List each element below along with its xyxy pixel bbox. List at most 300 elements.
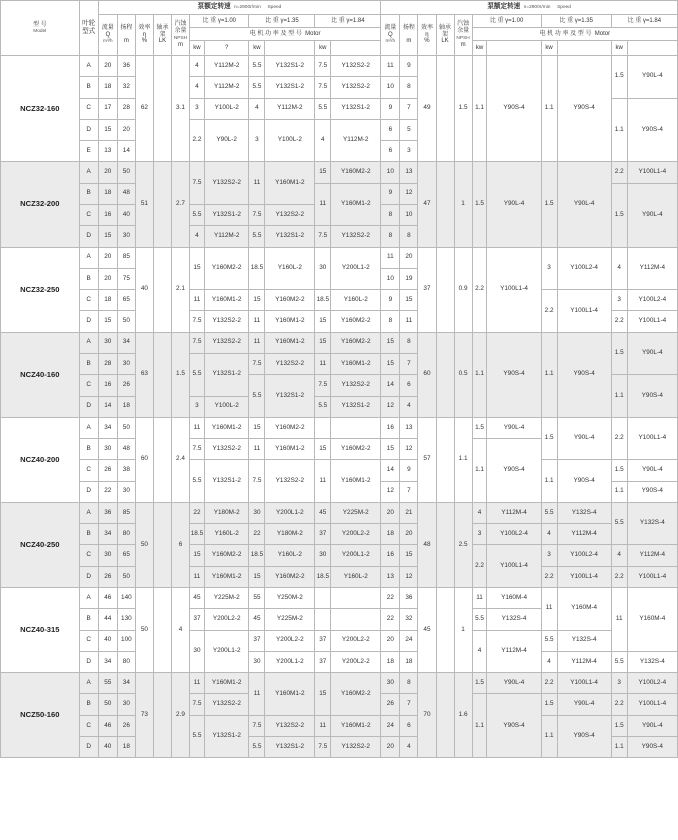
flow-value: 20 <box>98 56 117 77</box>
flow-value: 15 <box>381 353 400 374</box>
bearing-value <box>436 673 454 758</box>
motor-kw: 1.5 <box>611 332 627 375</box>
impeller-type: A <box>79 417 98 438</box>
motor-model: Y132S2-2 <box>265 204 315 225</box>
npsh-header-right: 汽蚀余量 NPSH m <box>454 15 472 56</box>
motor-kw: 1.1 <box>541 332 557 417</box>
bearing-value <box>436 588 454 673</box>
head-value: 85 <box>117 247 135 268</box>
model-cell: NCZ32-200 <box>1 162 80 247</box>
flow-value: 20 <box>98 268 117 289</box>
motor-model: Y160M-4 <box>557 588 611 631</box>
motor-model: Y112M-4 <box>627 247 677 290</box>
flow-value: 28 <box>98 353 117 374</box>
motor-model: Y100L1-4 <box>557 290 611 333</box>
bearing-value <box>436 502 454 587</box>
head-value: 65 <box>117 545 135 566</box>
motor-model: Y132S-4 <box>627 651 677 672</box>
motor-kw: 7.5 <box>315 375 331 396</box>
motor-model: Y132S2-2 <box>204 162 249 205</box>
table-row <box>1 524 678 545</box>
table-row <box>1 630 678 651</box>
flow-value: 16 <box>98 375 117 396</box>
motor-model: Y100L1-4 <box>557 566 611 587</box>
motor-model: Y225M-2 <box>204 588 249 609</box>
npsh-value: 1.5 <box>454 56 472 162</box>
motor-kw: 15 <box>190 247 205 290</box>
model-sub-header <box>487 41 541 56</box>
motor-model: Y200L1-2 <box>265 502 315 523</box>
motor-model <box>331 417 381 438</box>
motor-model: Y90S-4 <box>627 375 677 418</box>
motor-kw: 3 <box>611 290 627 311</box>
motor-model: Y112M-2 <box>331 119 381 162</box>
motor-header-right: 电 机 功 率 及 型 号 Motor <box>472 28 677 41</box>
head-value: 4 <box>400 737 418 758</box>
motor-model: Y132S2-2 <box>331 226 381 247</box>
motor-model: Y132S-4 <box>627 502 677 545</box>
efficiency-value: 50 <box>135 588 153 673</box>
motor-kw: 18.5 <box>315 566 331 587</box>
head-value: 15 <box>400 290 418 311</box>
motor-kw: 1.1 <box>611 481 627 502</box>
flow-value: 15 <box>98 311 117 332</box>
model-sub-header <box>627 41 677 56</box>
motor-kw: 4 <box>611 247 627 290</box>
motor-kw: 3 <box>472 524 487 545</box>
motor-kw: 15 <box>190 545 205 566</box>
motor-kw: 7.5 <box>190 162 205 205</box>
motor-model: Y132S1-2 <box>204 204 249 225</box>
head-value: 80 <box>117 524 135 545</box>
motor-kw: 11 <box>249 332 265 353</box>
motor-model: Y90S-4 <box>557 56 611 162</box>
head-value: 48 <box>117 183 135 204</box>
head-value: 50 <box>117 311 135 332</box>
npsh-header-left: 汽蚀余量 NPSH m <box>171 15 189 56</box>
motor-model: Y100L2-4 <box>627 290 677 311</box>
motor-model: Y132S-4 <box>487 609 541 630</box>
motor-kw: 22 <box>249 524 265 545</box>
head-value: 10 <box>400 204 418 225</box>
motor-kw: 1.1 <box>611 737 627 758</box>
motor-model: Y200L1-2 <box>204 630 249 673</box>
head-value: 38 <box>117 460 135 481</box>
motor-model: Y160M2-2 <box>331 162 381 183</box>
model-sub-header <box>265 41 315 56</box>
motor-kw: 2.2 <box>611 694 627 715</box>
flow-header-left: 流量 Q m³/h <box>98 15 117 56</box>
impeller-type: B <box>79 524 98 545</box>
impeller-type: B <box>79 439 98 460</box>
motor-model: Y100L1-4 <box>627 417 677 460</box>
motor-model: Y132S1-2 <box>265 56 315 77</box>
table-row <box>1 162 678 183</box>
motor-model: Y100L1-4 <box>627 311 677 332</box>
flow-value: 22 <box>98 481 117 502</box>
efficiency-value: 50 <box>135 502 153 587</box>
motor-model: Y160M2-2 <box>331 673 381 716</box>
motor-model: Y90L-4 <box>487 162 541 247</box>
impeller-type: A <box>79 247 98 268</box>
head-value: 7 <box>400 694 418 715</box>
kw-header: kw <box>249 41 265 56</box>
motor-model: Y90L-4 <box>627 183 677 247</box>
motor-kw: 18.5 <box>249 247 265 290</box>
impeller-type: C <box>79 545 98 566</box>
motor-model: Y132S2-2 <box>265 715 315 736</box>
flow-value: 18 <box>98 77 117 98</box>
impeller-type: B <box>79 77 98 98</box>
impeller-type: E <box>79 141 98 162</box>
motor-kw: 15 <box>249 566 265 587</box>
head-value: 26 <box>117 375 135 396</box>
motor-kw: 11 <box>249 439 265 460</box>
motor-model: Y160L-2 <box>204 524 249 545</box>
motor-model: Y160L-2 <box>331 290 381 311</box>
motor-kw <box>315 417 331 438</box>
motor-kw: 5.5 <box>249 77 265 98</box>
head-value: 8 <box>400 673 418 694</box>
npsh-value: 0.9 <box>454 247 472 332</box>
motor-kw: 2.2 <box>472 247 487 332</box>
head-value: 3 <box>400 141 418 162</box>
motor-kw: 11 <box>190 417 205 438</box>
motor-kw: 1.1 <box>611 98 627 162</box>
head-header-right: 扬程 m <box>400 15 418 56</box>
bearing-value <box>436 247 454 332</box>
flow-value: 20 <box>381 502 400 523</box>
motor-kw: 15 <box>315 332 331 353</box>
motor-kw: 1.5 <box>472 417 487 438</box>
bearing-value <box>153 332 171 417</box>
motor-model: Y112M-2 <box>204 56 249 77</box>
motor-model: Y160M1-2 <box>331 460 381 503</box>
flow-value: 6 <box>381 119 400 140</box>
npsh-value: 1.6 <box>454 673 472 758</box>
motor-model: Y160M1-2 <box>265 673 315 716</box>
motor-model: Y90S-4 <box>557 460 611 503</box>
sg3-header-left: 比 重 γ=1.84 <box>315 15 381 28</box>
sg2-header-left: 比 重 γ=1.35 <box>249 15 315 28</box>
npsh-value: 6 <box>171 502 189 587</box>
motor-model: Y180M-2 <box>204 502 249 523</box>
bearing-value <box>436 162 454 247</box>
table-row <box>1 651 678 672</box>
head-value: 14 <box>117 141 135 162</box>
motor-model: Y132S1-2 <box>265 737 315 758</box>
motor-model: Y132S2-2 <box>204 694 249 715</box>
motor-kw: 4 <box>472 630 487 673</box>
head-value: 28 <box>117 98 135 119</box>
npsh-value: 2.9 <box>171 673 189 758</box>
head-value: 9 <box>400 56 418 77</box>
motor-kw: 2.2 <box>541 566 557 587</box>
efficiency-value: 70 <box>418 673 436 758</box>
motor-kw: 7.5 <box>190 332 205 353</box>
motor-model: Y132S2-2 <box>331 77 381 98</box>
motor-kw: 30 <box>190 630 205 673</box>
motor-model: Y100L1-4 <box>627 566 677 587</box>
flow-value: 24 <box>381 715 400 736</box>
table-row <box>1 673 678 694</box>
flow-value: 10 <box>381 268 400 289</box>
motor-kw: 2.2 <box>541 673 557 694</box>
efficiency-header-left: 效率 η % <box>135 15 153 56</box>
motor-model: Y160L-2 <box>331 566 381 587</box>
efficiency-value: 57 <box>418 417 436 502</box>
efficiency-value: 62 <box>135 56 153 162</box>
motor-model: Y100L-2 <box>204 396 249 417</box>
motor-model: Y160M1-2 <box>265 311 315 332</box>
motor-model: Y160M1-2 <box>265 439 315 460</box>
flow-value: 30 <box>98 332 117 353</box>
npsh-value: 1.1 <box>454 417 472 502</box>
motor-model: Y100L-2 <box>204 98 249 119</box>
motor-kw: 37 <box>249 630 265 651</box>
motor-kw: 5.5 <box>190 353 205 396</box>
head-value: 4 <box>400 396 418 417</box>
motor-kw: 1.5 <box>541 162 557 247</box>
motor-kw: 1.1 <box>472 694 487 758</box>
motor-model: Y160L-2 <box>265 247 315 290</box>
motor-model: Y200L1-2 <box>331 545 381 566</box>
flow-value: 9 <box>381 98 400 119</box>
motor-model: Y100L2-4 <box>557 545 611 566</box>
impeller-type: D <box>79 226 98 247</box>
flow-value: 30 <box>98 545 117 566</box>
motor-kw: 5.5 <box>472 609 487 630</box>
kw-header: kw <box>541 41 557 56</box>
motor-model: Y90L-2 <box>204 119 249 162</box>
motor-kw: 1.1 <box>611 375 627 418</box>
kw-header: kw <box>190 41 205 56</box>
flow-value: 12 <box>381 481 400 502</box>
motor-kw: 11 <box>249 162 265 205</box>
motor-model <box>331 609 381 630</box>
motor-kw: 1.1 <box>472 332 487 417</box>
head-value: 13 <box>400 417 418 438</box>
flow-value: 46 <box>98 588 117 609</box>
flow-value: 26 <box>381 694 400 715</box>
motor-kw: 2.2 <box>611 566 627 587</box>
impeller-type: B <box>79 268 98 289</box>
motor-model: Y132S1-2 <box>204 353 249 396</box>
motor-kw: 7.5 <box>315 226 331 247</box>
motor-kw: 45 <box>249 609 265 630</box>
motor-model: Y160M1-2 <box>331 353 381 374</box>
table-row <box>1 460 678 481</box>
bearing-value <box>153 417 171 502</box>
head-value: 32 <box>400 609 418 630</box>
motor-kw: 5.5 <box>249 737 265 758</box>
motor-kw: 11 <box>315 715 331 736</box>
motor-kw: 3 <box>249 119 265 162</box>
motor-kw: 11 <box>190 290 205 311</box>
motor-kw: 4 <box>190 226 205 247</box>
head-value: 36 <box>117 56 135 77</box>
motor-model: Y160M1-2 <box>204 566 249 587</box>
motor-kw: 22 <box>190 502 205 523</box>
bearing-value <box>153 673 171 758</box>
motor-model: Y100L1-4 <box>627 694 677 715</box>
head-value: 7 <box>400 98 418 119</box>
motor-model: Y132S2-2 <box>265 460 315 503</box>
flow-value: 15 <box>98 226 117 247</box>
head-value: 32 <box>117 77 135 98</box>
motor-kw: 30 <box>249 502 265 523</box>
motor-model: Y132S1-2 <box>331 98 381 119</box>
bearing-value <box>436 56 454 162</box>
flow-value: 18 <box>381 524 400 545</box>
head-value: 40 <box>117 204 135 225</box>
npsh-value: 1 <box>454 588 472 673</box>
efficiency-value: 37 <box>418 247 436 332</box>
flow-value: 11 <box>381 56 400 77</box>
impeller-header: 叶轮型式 <box>79 1 98 56</box>
motor-model: Y160M1-2 <box>204 417 249 438</box>
head-value: 21 <box>400 502 418 523</box>
flow-value: 34 <box>98 651 117 672</box>
motor-kw: 30 <box>315 545 331 566</box>
motor-kw: 1.5 <box>611 460 627 481</box>
motor-kw: 4 <box>472 502 487 523</box>
motor-kw: 1.5 <box>541 694 557 715</box>
impeller-type: B <box>79 353 98 374</box>
motor-model: Y132S2-2 <box>204 311 249 332</box>
model-cell: NCZ40-160 <box>1 332 80 417</box>
head-value: 7 <box>400 353 418 374</box>
flow-value: 11 <box>381 247 400 268</box>
motor-kw: 1.1 <box>541 56 557 162</box>
head-value: 30 <box>117 353 135 374</box>
motor-kw: 18.5 <box>190 524 205 545</box>
head-value: 36 <box>400 588 418 609</box>
head-value: 50 <box>117 417 135 438</box>
sg1-header-right: 比 重 γ=1.00 <box>472 15 541 28</box>
motor-model: Y100L1-4 <box>627 162 677 183</box>
motor-kw: 2.2 <box>611 162 627 183</box>
impeller-type: A <box>79 673 98 694</box>
flow-value: 16 <box>381 545 400 566</box>
head-value: 13 <box>400 162 418 183</box>
table-row <box>1 566 678 587</box>
motor-model: Y160M2-2 <box>204 545 249 566</box>
flow-value: 40 <box>98 630 117 651</box>
flow-value: 26 <box>98 460 117 481</box>
head-value: 6 <box>400 715 418 736</box>
motor-kw: 7.5 <box>190 439 205 460</box>
motor-model: Y90L-4 <box>557 694 611 715</box>
bearing-value <box>153 56 171 162</box>
motor-model: Y90S-4 <box>557 332 611 417</box>
motor-model: Y160L-2 <box>265 545 315 566</box>
motor-model: Y160M2-2 <box>265 417 315 438</box>
motor-model: Y250M-2 <box>265 588 315 609</box>
flow-value: 40 <box>98 737 117 758</box>
flow-value: 20 <box>381 737 400 758</box>
motor-kw: 45 <box>315 502 331 523</box>
motor-kw: 5.5 <box>249 226 265 247</box>
motor-model: Y160M1-2 <box>265 162 315 205</box>
head-value: 8 <box>400 77 418 98</box>
motor-model: Y200L1-2 <box>265 651 315 672</box>
motor-kw: 1.5 <box>611 715 627 736</box>
motor-header-left: 电 机 功 率 及 型 号 Motor <box>190 28 381 41</box>
motor-kw: 3 <box>541 545 557 566</box>
motor-kw: 15 <box>315 311 331 332</box>
flow-value: 36 <box>98 502 117 523</box>
efficiency-value: 40 <box>135 247 153 332</box>
motor-model: Y200L2-2 <box>265 630 315 651</box>
flow-value: 30 <box>381 673 400 694</box>
flow-value: 15 <box>381 439 400 460</box>
head-value: 20 <box>400 247 418 268</box>
motor-kw: 11 <box>190 566 205 587</box>
motor-model: Y90S-4 <box>487 694 541 758</box>
bearing-value <box>436 332 454 417</box>
impeller-type: D <box>79 119 98 140</box>
motor-kw: 4 <box>611 545 627 566</box>
motor-model: Y112M-4 <box>557 651 611 672</box>
flow-header-right: 流量 Q m³/h <box>381 15 400 56</box>
impeller-type: D <box>79 566 98 587</box>
motor-kw <box>315 609 331 630</box>
motor-model: Y132S1-2 <box>331 396 381 417</box>
impeller-type: C <box>79 290 98 311</box>
motor-model: Y90S-4 <box>487 56 541 162</box>
motor-kw: 7.5 <box>249 460 265 503</box>
efficiency-value: 63 <box>135 332 153 417</box>
head-value: 20 <box>117 119 135 140</box>
flow-value: 20 <box>98 247 117 268</box>
motor-model: Y90L-4 <box>627 715 677 736</box>
motor-kw: 3 <box>611 673 627 694</box>
head-value: 15 <box>400 545 418 566</box>
motor-kw: 4 <box>249 98 265 119</box>
head-value: 26 <box>117 715 135 736</box>
flow-value: 46 <box>98 715 117 736</box>
table-body <box>1 56 678 758</box>
motor-kw: 37 <box>315 524 331 545</box>
motor-model: Y90L-4 <box>627 460 677 481</box>
head-value: 100 <box>117 630 135 651</box>
impeller-type: C <box>79 460 98 481</box>
motor-kw: 1.5 <box>472 162 487 247</box>
motor-model: Y132S1-2 <box>204 460 249 503</box>
motor-kw: 7.5 <box>315 737 331 758</box>
flow-value: 6 <box>381 141 400 162</box>
motor-kw: 11 <box>315 353 331 374</box>
npsh-value: 2.5 <box>454 502 472 587</box>
table-row <box>1 332 678 353</box>
motor-model: Y90S-4 <box>627 737 677 758</box>
flow-value: 18 <box>98 290 117 311</box>
sg1-header-left: 比 重 γ=1.00 <box>190 15 249 28</box>
motor-kw: 7.5 <box>190 694 205 715</box>
motor-kw: 37 <box>315 630 331 651</box>
motor-model: Y160M1-2 <box>331 715 381 736</box>
motor-kw: 1.1 <box>541 715 557 758</box>
efficiency-value: 47 <box>418 162 436 247</box>
motor-model: Y90S-4 <box>627 98 677 162</box>
motor-model: Y112M-4 <box>557 524 611 545</box>
flow-value: 14 <box>381 375 400 396</box>
motor-model: Y132S2-2 <box>204 439 249 460</box>
motor-kw: 30 <box>249 651 265 672</box>
bearing-value <box>436 417 454 502</box>
motor-model: Y225M-2 <box>331 502 381 523</box>
